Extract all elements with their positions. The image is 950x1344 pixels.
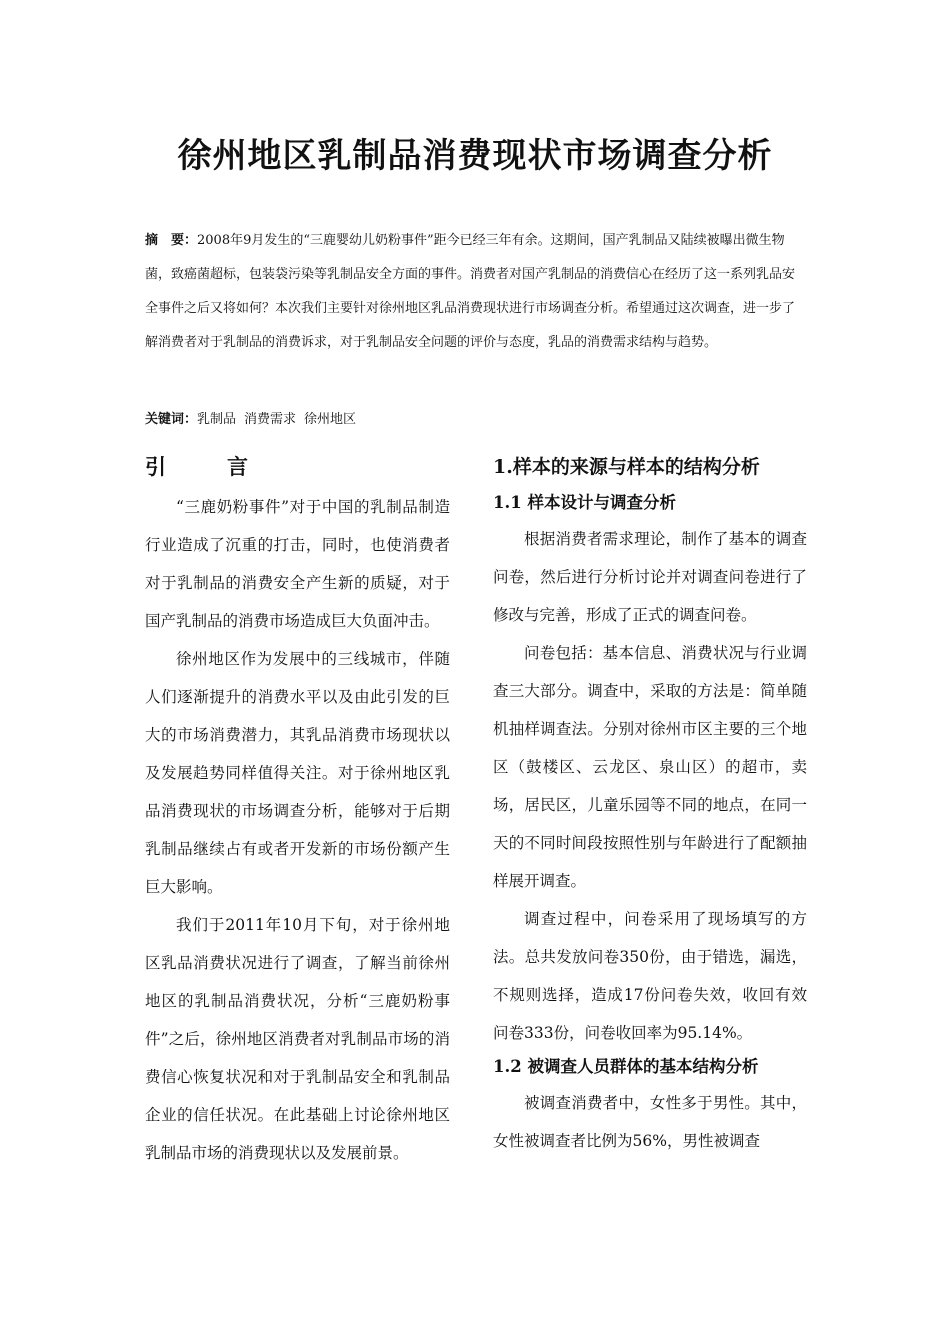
abstract — [145, 224, 807, 360]
keywords-label: 关键词： — [145, 412, 198, 427]
section-paragraph: 被调查消费者中，女性多于男性。其中，女性被调查者比例为56%，男性被调查 — [493, 1094, 807, 1150]
keyword: 徐州地区 — [304, 412, 357, 427]
intro-paragraph: “三鹿奶粉事件”对于中国的乳制品制造行业造成了沉重的打击，同时，也使消费者对于乳制品的消费安全产生新的质疑，对于国产乳制品的消费市场造成巨大负面冲击。 — [145, 498, 450, 630]
left-column — [145, 448, 450, 1172]
section-paragraph: 调查过程中，问卷采用了现场填写的方法。总共发放问卷350份，由于错选，漏选，不规则选择，造成17份问卷失效，收回有效问卷333份，问卷收回率为95.14%。 — [493, 910, 807, 1042]
subsection-heading: 1.1 样本设计与调查分析 — [493, 493, 676, 512]
section-paragraph: 根据消费者需求理论，制作了基本的调查问卷，然后进行分析讨论并对调查问卷进行了修改与完善，形成了正式的调查问卷。 — [493, 530, 807, 624]
keywords — [145, 409, 807, 431]
section-heading: 1.样本的来源与样本的结构分析 — [493, 456, 760, 478]
abstract-text: 2008年9月发生的“三鹿婴幼儿奶粉事件”距今已经三年有余。这期间，国产乳制品又陆续被曝出微生物菌，致癌菌超标，包装袋污染等乳制品安全方面的事件。消费者对国产乳制品的消费信心在经历了这一系列乳品安全事件之后又将如何？本次我们主要针对徐州地区乳品消费现状进行市场调查分析。希望通过这次调查，进一步了解消费者对于乳制品的消费诉求，对于乳制品安全问题的评价与态度，乳品的消费需求结构与趋势。 — [145, 233, 796, 350]
abstract-label: 摘 要： — [145, 233, 198, 248]
intro-paragraph: 我们于2011年10月下旬，对于徐州地区乳品消费状况进行了调查，了解当前徐州地区的乳制品消费状况，分析“三鹿奶粉事件”之后，徐州地区消费者对乳制品市场的消费信心恢复状况和对于乳制品安全和乳制品企业的信任状况。在此基础上讨论徐州地区乳制品市场的消费现状以及发展前景。 — [145, 916, 450, 1162]
subsection-heading: 1.2 被调查人员群体的基本结构分析 — [493, 1057, 759, 1076]
right-column — [493, 448, 807, 1160]
intro-paragraph: 徐州地区作为发展中的三线城市，伴随人们逐渐提升的消费水平以及由此引发的巨大的市场消费潜力，其乳品消费市场现状以及发展趋势同样值得关注。对于徐州地区乳品消费现状的市场调查分析，能够对于后期乳制品继续占有或者开发新的市场份额产生巨大影响。 — [145, 650, 450, 896]
intro-heading: 引 言 — [145, 454, 268, 479]
page-title: 徐州地区乳制品消费现状市场调查分析 — [177, 136, 773, 176]
keyword: 消费需求 — [244, 412, 297, 427]
section-paragraph: 问卷包括：基本信息、消费状况与行业调查三大部分。调查中，采取的方法是：简单随机抽样调查法。分别对徐州市区主要的三个地区（鼓楼区、云龙区、泉山区）的超市，卖场，居民区，儿童乐园等不同的地点，在同一天的不同时间段按照性别与年龄进行了配额抽样展开调查。 — [493, 644, 807, 890]
keyword: 乳制品 — [197, 412, 237, 427]
